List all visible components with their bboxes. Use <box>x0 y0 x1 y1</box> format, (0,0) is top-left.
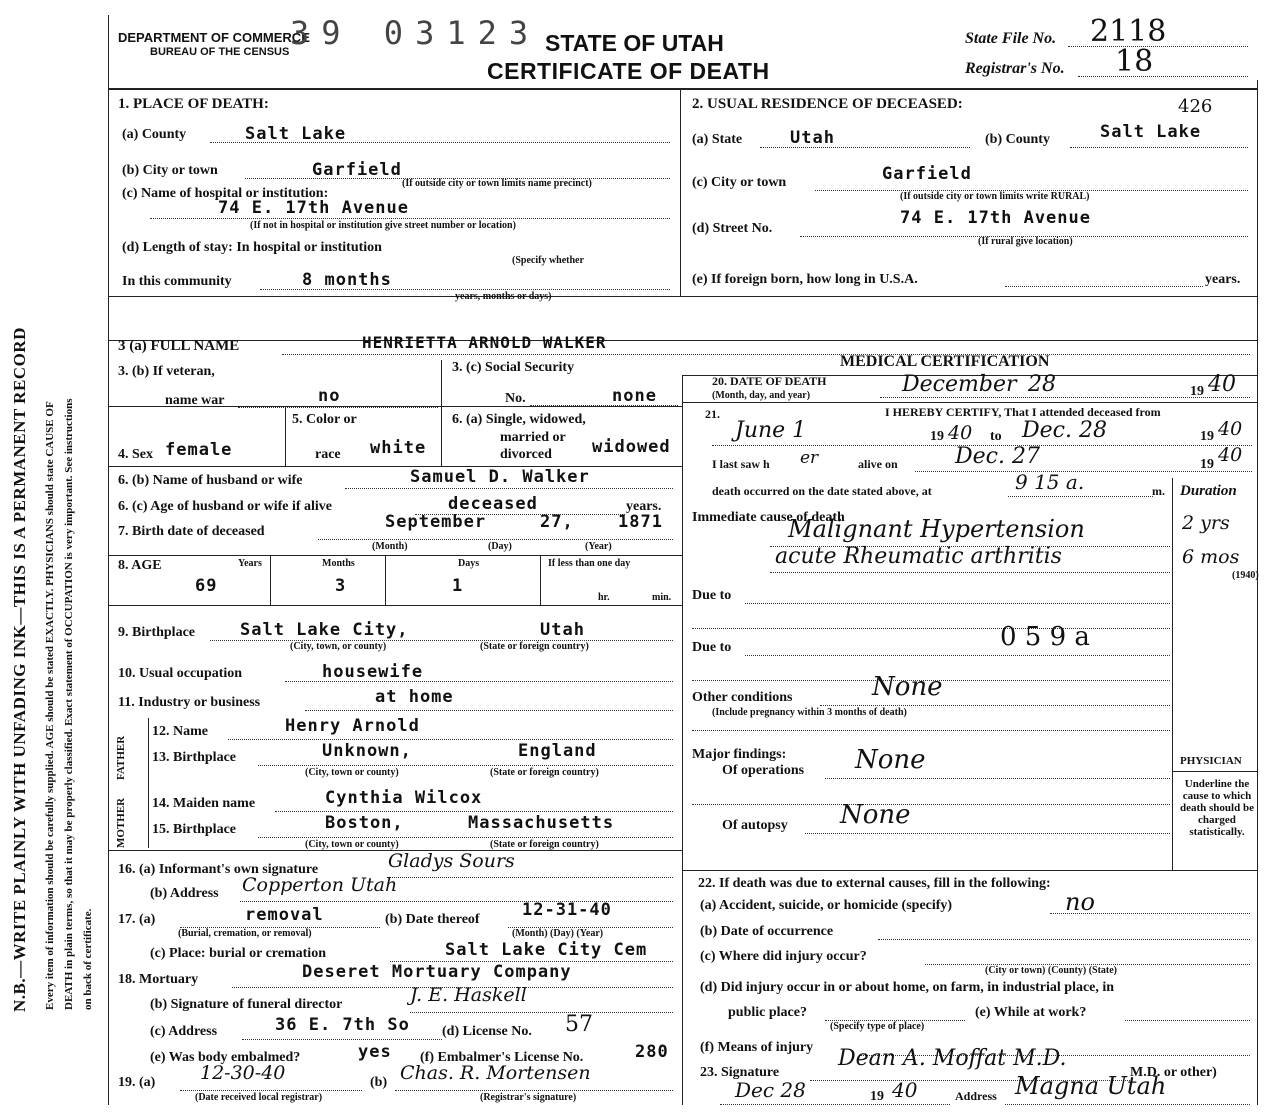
burial-note: (Burial, cremation, or removal) <box>178 928 312 939</box>
res-city: Garfield <box>882 164 972 184</box>
other-line <box>820 705 1170 706</box>
birth-year: 1871 <box>618 512 663 532</box>
industry-line <box>305 710 673 711</box>
social-security: none <box>612 386 657 406</box>
where-note: (City or town) (County) (State) <box>985 965 1118 976</box>
dod-century: 19 <box>1190 384 1204 399</box>
father-birthplace-country: England <box>518 741 597 761</box>
department-label: DEPARTMENT OF COMMERCE <box>118 30 310 45</box>
age-years: 69 <box>195 576 218 596</box>
birthplace-state-note: (State or foreign country) <box>480 641 589 652</box>
signature-century: 19 <box>870 1089 884 1104</box>
physician-signature: Dean A. Moffat M.D. <box>838 1046 1067 1071</box>
attend-from: June 1 <box>735 418 807 443</box>
side-instruction-3: on back of certificate. <box>82 908 94 1010</box>
operations: None <box>855 745 926 775</box>
sex-divider-2 <box>441 406 442 466</box>
embalmed: yes <box>358 1042 392 1062</box>
certificate-title: CERTIFICATE OF DEATH <box>487 58 770 84</box>
license-number: 57 <box>565 1012 593 1037</box>
father-side-label: FATHER <box>115 735 127 780</box>
duration-1: 2 yrs <box>1182 512 1230 534</box>
registrar-sig-line <box>395 1090 673 1091</box>
specify-note: (Specify whether <box>512 255 584 266</box>
duration-divider <box>1172 478 1173 870</box>
burial-date-label: (b) Date thereof <box>385 912 480 927</box>
death-city: Garfield <box>312 160 402 180</box>
birth-year-note: (Year) <box>585 541 612 552</box>
duration-3: (1940) <box>1232 570 1259 581</box>
major-findings-label: Major findings: <box>692 747 787 762</box>
mother-birthplace-line <box>258 837 673 838</box>
industry-label: 11. Industry or business <box>118 695 261 710</box>
burial-date: 12-31-40 <box>522 900 612 920</box>
informant-address: Copperton Utah <box>242 874 398 896</box>
due-line-1 <box>745 603 1170 604</box>
work-line <box>1125 1020 1250 1021</box>
director-label: (b) Signature of funeral director <box>150 997 343 1012</box>
state-file-number: 2118 <box>1090 14 1167 49</box>
hospital-note: (If outside city or town limits name precinct) <box>402 178 592 189</box>
header-rule <box>108 88 1258 90</box>
autopsy-line <box>805 833 1170 834</box>
res-street-label: (d) Street No. <box>692 221 773 236</box>
mother-name-line <box>275 811 673 812</box>
received-date: 12-30-40 <box>200 1062 286 1084</box>
duration-2: 6 mos <box>1182 546 1240 568</box>
hospital-label: (c) Name of hospital or institution: <box>122 186 329 201</box>
hospital-name: 74 E. 17th Avenue <box>218 198 409 218</box>
death-time-m: m. <box>1152 484 1165 498</box>
accident-label: (a) Accident, suicide, or homicide (specify) <box>700 898 953 913</box>
mother-birthplace-city: Boston, <box>325 813 404 833</box>
foreign-label: (e) If foreign born, how long in U.S.A. <box>692 272 918 287</box>
mid-divider <box>682 375 683 1105</box>
state-file-label: State File No. <box>965 30 1057 47</box>
side-instruction-1: Every item of information should be carefully supplied. AGE should be stated EXACTLY. PHYSICIANS should state CAUSE OF <box>44 401 56 1010</box>
last-saw-year: 40 <box>1218 444 1243 466</box>
place-heading: 1. PLACE OF DEATH: <box>118 96 269 112</box>
state-title: STATE OF UTAH <box>545 30 724 56</box>
birth-day: 27, <box>540 512 574 532</box>
attend-to-century: 19 <box>1200 429 1214 444</box>
spouse-label: 6. (b) Name of husband or wife <box>118 473 303 488</box>
last-saw-label: I last saw h <box>712 457 770 471</box>
informant-sig-line <box>388 877 673 878</box>
father-name: Henry Arnold <box>285 716 420 736</box>
occurred-line <box>1008 496 1153 497</box>
received-label: 19. (a) <box>118 1075 156 1090</box>
embalmed-label: (e) Was body embalmed? <box>150 1050 301 1065</box>
last-saw-pronoun: er <box>800 448 819 468</box>
age-label: 8. AGE <box>118 558 162 573</box>
home-label: (d) Did injury occur in or about home, on farm, in industrial place, in <box>700 980 1115 995</box>
hospital-note-2: (If not in hospital or institution give street number or location) <box>250 220 516 231</box>
spouse-age: deceased <box>448 494 538 514</box>
attend-from-century: 19 <box>930 429 944 444</box>
physician-rule <box>1172 771 1257 772</box>
last-saw-century: 19 <box>1200 457 1214 472</box>
attend-to: Dec. 28 <box>1022 418 1107 443</box>
res-county-code: 426 <box>1178 96 1213 117</box>
medical-heading: MEDICAL CERTIFICATION <box>840 353 1050 370</box>
spouse-age-unit: years. <box>626 499 662 514</box>
operations-line-b <box>692 804 1170 805</box>
side-main-note: N.B.—WRITE PLAINLY WITH UNFADING INK—THIS IS A PERMANENT RECORD <box>10 327 29 1012</box>
left-rule-sex <box>108 466 682 467</box>
section1-rule <box>108 296 1258 297</box>
mortuary-address: 36 E. 7th So <box>275 1015 410 1035</box>
left-border <box>108 15 109 1105</box>
father-birthplace-line <box>258 765 673 766</box>
dod-day: 28 <box>1028 372 1056 397</box>
mother-birthplace-state: Massachusetts <box>468 813 615 833</box>
received-line <box>180 1090 362 1091</box>
ss-no-label: No. <box>505 391 526 406</box>
physician-address-line <box>1005 1104 1250 1105</box>
birth-day-note: (Day) <box>488 541 512 552</box>
work-label: (e) While at work? <box>975 1005 1087 1020</box>
occurrence-line <box>878 939 1250 940</box>
top-divider <box>680 88 681 296</box>
res-street-note: (If rural give location) <box>978 236 1073 247</box>
res-state-label: (a) State <box>692 132 743 147</box>
birthplace-state: Utah <box>540 620 585 640</box>
left-rule-birthplace <box>108 605 682 606</box>
birth-month: September <box>385 512 487 532</box>
license-label: (d) License No. <box>442 1024 532 1039</box>
war-label: name war <box>165 393 225 408</box>
mother-birthplace-label: 15. Birthplace <box>152 822 236 837</box>
dod-label: 20. DATE OF DEATH <box>712 374 827 388</box>
means-label: (f) Means of injury <box>700 1040 814 1055</box>
registrar-signature: Chas. R. Mortensen <box>400 1062 591 1084</box>
occupation-label: 10. Usual occupation <box>118 666 243 681</box>
attend-to-year: 40 <box>1218 418 1243 440</box>
embalmer-license: 280 <box>635 1042 669 1062</box>
marital-label-3: divorced <box>500 447 552 462</box>
residence-heading: 2. USUAL RESIDENCE OF DECEASED: <box>692 96 963 112</box>
age-min: min. <box>652 592 672 603</box>
ss-label: 3. (c) Social Security <box>452 360 575 375</box>
informant-sig-label: 16. (a) Informant's own signature <box>118 862 319 877</box>
registrar-sig-label: (b) <box>370 1075 388 1090</box>
autopsy-label: Of autopsy <box>722 818 788 833</box>
veteran-label: 3. (b) If veteran, <box>118 364 215 379</box>
birthplace-city-note: (City, town, or county) <box>290 641 387 652</box>
other-note: (Include pregnancy within 3 months of death) <box>712 707 907 718</box>
age-days-label: Days <box>458 558 480 569</box>
hospital-line <box>150 218 670 219</box>
external-heading: 22. If death was due to external causes, fill in the following: <box>698 876 1051 891</box>
war-line <box>238 407 438 408</box>
sex-divider-1 <box>285 406 286 466</box>
spouse-name: Samuel D. Walker <box>410 467 590 487</box>
res-county-line <box>1070 147 1248 148</box>
death-county-label: (a) County <box>122 127 187 142</box>
side-instruction-2: DEATH in plain terms, so that it may be properly classified. Exact statement of OCCUPATION is very important. See instructions <box>63 398 75 1010</box>
father-birthplace-label: 13. Birthplace <box>152 750 236 765</box>
informant-address-label: (b) Address <box>150 886 219 901</box>
foreign-unit: years. <box>1205 272 1241 287</box>
other-conditions-label: Other conditions <box>692 690 793 705</box>
birthplace-line <box>210 640 673 641</box>
birthplace-label: 9. Birthplace <box>118 625 195 640</box>
informant-signature: Gladys Sours <box>388 850 515 872</box>
full-name-line <box>282 354 1250 355</box>
war: no <box>318 386 341 406</box>
accident: no <box>1065 888 1095 916</box>
operations-label: Of operations <box>722 763 805 778</box>
res-city-note: (If outside city or town limits write RURAL) <box>900 191 1090 202</box>
cause-1: Malignant Hypertension <box>788 515 1085 543</box>
due-line-2 <box>745 655 1170 656</box>
physician-note: Underline the cause to which death should be charged statistically. <box>1180 778 1254 838</box>
attend-to-label: to <box>990 429 1002 444</box>
mother-name: Cynthia Wilcox <box>325 788 483 808</box>
full-name-label: 3 (a) FULL NAME <box>118 338 240 354</box>
received-note: (Date received local registrar) <box>195 1092 323 1103</box>
parents-bracket <box>148 718 149 848</box>
bureau-label: BUREAU OF THE CENSUS <box>150 46 290 58</box>
physician-address-label: Address <box>955 1089 997 1103</box>
director-signature: J. E. Haskell <box>410 984 527 1006</box>
cause-code: 0 5 9 a <box>1000 622 1090 652</box>
registrar-line <box>1078 76 1248 77</box>
where-label: (c) Where did injury occur? <box>700 949 867 964</box>
registrar-note: (Registrar's signature) <box>480 1092 577 1103</box>
md-label: M.D. or other) <box>1130 1065 1217 1080</box>
embalmer-license-label: (f) Embalmer's License No. <box>420 1050 584 1065</box>
sig-date-line <box>720 1104 950 1105</box>
certify-rule <box>682 402 1257 403</box>
due-to-label-2: Due to <box>692 640 732 655</box>
attend-from-year: 40 <box>948 422 973 444</box>
mortuary-address-label: (c) Address <box>150 1024 218 1039</box>
last-saw-date: Dec. 27 <box>955 444 1040 469</box>
section3-rule <box>108 340 1258 341</box>
external-rule <box>682 870 1257 871</box>
dod-year: 40 <box>1208 372 1236 397</box>
signature-year: 40 <box>892 1078 918 1102</box>
age-divider-3 <box>540 555 541 605</box>
death-city-label: (b) City or town <box>122 163 218 178</box>
father-name-label: 12. Name <box>152 724 208 739</box>
color-label: 5. Color or <box>292 412 357 427</box>
marital-label-2: married or <box>500 430 566 445</box>
age-months-label: Months <box>322 558 355 569</box>
birth-line <box>318 539 673 540</box>
physician-label: PHYSICIAN <box>1180 755 1242 767</box>
father-state-note: (State or foreign country) <box>490 767 599 778</box>
age-days: 1 <box>452 576 464 596</box>
death-time: 9 15 a. <box>1015 470 1085 494</box>
dod-month: December <box>902 372 1017 397</box>
community-unit-note: years, months or days) <box>455 291 552 302</box>
race: white <box>370 438 427 458</box>
certify-text: I HEREBY CERTIFY, That I attended deceased from <box>885 405 1161 419</box>
autopsy: None <box>840 800 911 830</box>
signature-date: Dec 28 <box>735 1078 806 1102</box>
age-divider-1 <box>270 555 271 605</box>
other-conditions: None <box>872 672 943 702</box>
spouse-line <box>345 488 673 489</box>
res-street: 74 E. 17th Avenue <box>900 208 1091 228</box>
birth-label: 7. Birth date of deceased <box>118 524 265 539</box>
left-rule-age <box>108 555 682 556</box>
burial-place: Salt Lake City Cem <box>445 940 648 960</box>
sex-label: 4. Sex <box>118 447 153 462</box>
res-state: Utah <box>790 128 835 148</box>
death-county: Salt Lake <box>245 124 347 144</box>
birthplace-city: Salt Lake City, <box>240 620 409 640</box>
industry: at home <box>375 687 454 707</box>
age-divider-2 <box>385 555 386 605</box>
cause-2: acute Rheumatic arthritis <box>775 544 1062 569</box>
race-label: race <box>315 447 341 462</box>
age-less-label: If less than one day <box>548 558 631 569</box>
physician-sig-label: 23. Signature <box>700 1065 780 1080</box>
age-years-label: Years <box>238 558 262 569</box>
marital-status: widowed <box>592 437 671 457</box>
res-county-label: (b) County <box>985 132 1050 147</box>
due-to-label-1: Due to <box>692 588 732 603</box>
birth-month-note: (Month) <box>372 541 408 552</box>
mother-side-label: MOTHER <box>115 797 127 848</box>
sex: female <box>165 440 233 460</box>
dod-note: (Month, day, and year) <box>712 390 811 401</box>
operations-line <box>825 778 1170 779</box>
mortuary: Deseret Mortuary Company <box>302 962 572 982</box>
community-label: In this community <box>122 274 232 289</box>
mortuary-label: 18. Mortuary <box>118 972 199 987</box>
father-birthplace-city: Unknown, <box>322 741 412 761</box>
certify-number: 21. <box>705 407 720 421</box>
mother-city-note: (City, town or county) <box>305 839 399 850</box>
mother-name-label: 14. Maiden name <box>152 796 256 811</box>
cause-line-2 <box>770 572 1170 573</box>
spouse-age-label: 6. (c) Age of husband or wife if alive <box>118 499 333 514</box>
registrar-number: 18 <box>1115 44 1154 79</box>
burial-date-note: (Month) (Day) (Year) <box>512 928 604 939</box>
res-city-label: (c) City or town <box>692 175 787 190</box>
physician-address: Magna Utah <box>1015 1072 1167 1100</box>
occupation: housewife <box>322 662 424 682</box>
res-county: Salt Lake <box>1100 122 1202 142</box>
occurred-label: death occurred on the date stated above, at <box>712 484 932 498</box>
age-hr: hr. <box>598 592 610 603</box>
registrar-label: Registrar's No. <box>965 60 1065 77</box>
cause-label: Immediate cause of death <box>692 510 845 525</box>
foreign-line <box>1005 286 1203 287</box>
stay-label: (d) Length of stay: In hospital or institution <box>122 240 382 255</box>
mortuary-address-line <box>242 1039 442 1040</box>
occurrence-label: (b) Date of occurrence <box>700 924 834 939</box>
duration-label: Duration <box>1180 483 1237 499</box>
ss-divider <box>441 360 442 406</box>
alive-on-label: alive on <box>858 457 898 471</box>
burial: removal <box>245 905 324 925</box>
full-name: HENRIETTA ARNOLD WALKER <box>362 333 607 352</box>
community-stay: 8 months <box>302 270 392 290</box>
public-note: (Specify type of place) <box>830 1021 925 1032</box>
burial-label: 17. (a) <box>118 912 156 927</box>
mother-state-note: (State or foreign country) <box>490 839 599 850</box>
father-city-note: (City, town or county) <box>305 767 399 778</box>
burial-place-label: (c) Place: burial or cremation <box>150 946 326 961</box>
other-line-b <box>692 730 1170 731</box>
serial-number: 39 03123 <box>290 14 541 52</box>
right-border <box>1257 80 1258 1105</box>
father-name-line <box>228 739 673 740</box>
public-label: public place? <box>728 1005 807 1020</box>
age-months: 3 <box>335 576 347 596</box>
due-line-1b <box>692 628 1170 629</box>
director-line <box>410 1012 673 1013</box>
marital-label-1: 6. (a) Single, widowed, <box>452 412 586 427</box>
